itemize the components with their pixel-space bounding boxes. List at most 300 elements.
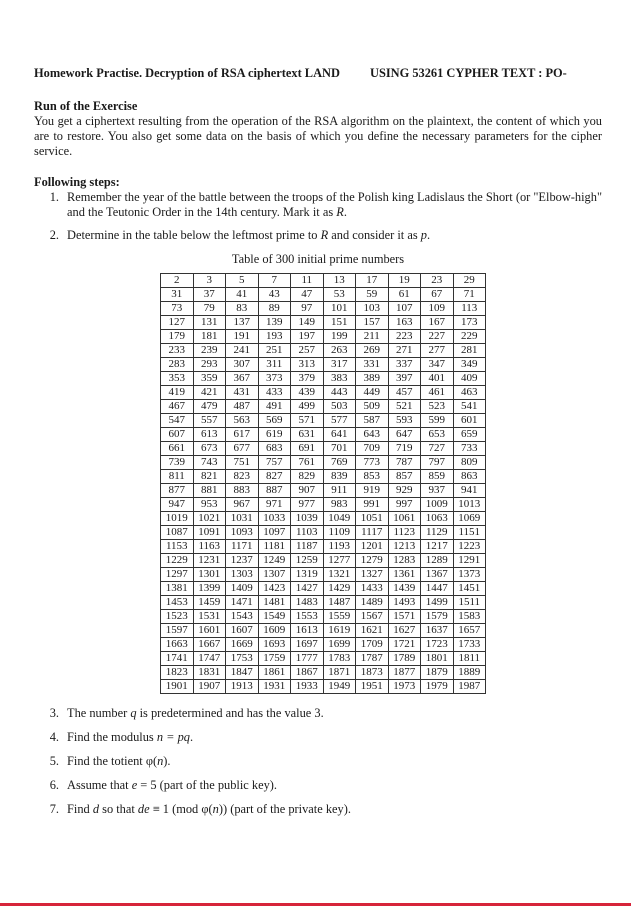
table-cell: 811 bbox=[161, 470, 194, 484]
table-cell: 1669 bbox=[226, 638, 259, 652]
table-cell: 13 bbox=[323, 274, 356, 288]
table-row bbox=[161, 680, 486, 694]
table-cell: 839 bbox=[323, 470, 356, 484]
table-cell: 67 bbox=[421, 288, 454, 302]
table-cell: 1861 bbox=[258, 666, 291, 680]
step-4 bbox=[34, 730, 602, 745]
table-cell: 53 bbox=[323, 288, 356, 302]
table-cell: 1831 bbox=[193, 666, 226, 680]
table-cell: 557 bbox=[193, 414, 226, 428]
table-cell: 1811 bbox=[453, 652, 486, 666]
table-cell: 1523 bbox=[161, 610, 194, 624]
table-cell: 1571 bbox=[388, 610, 421, 624]
table-cell: 1913 bbox=[226, 680, 259, 694]
table-cell: 739 bbox=[161, 456, 194, 470]
table-cell: 593 bbox=[388, 414, 421, 428]
run-paragraph: You get a ciphertext resulting from the operation of the RSA algorithm on the plaintext, the content of which you are to restore. You also get some data on the basis of which you define the necessary parameters for the cipher service. bbox=[34, 114, 602, 158]
table-cell: 31 bbox=[161, 288, 194, 302]
table-cell: 1061 bbox=[388, 512, 421, 526]
step-text: The number q is predetermined and has the value 3. bbox=[67, 706, 324, 720]
table-row bbox=[161, 428, 486, 442]
table-cell: 853 bbox=[356, 470, 389, 484]
table-cell: 311 bbox=[258, 358, 291, 372]
table-cell: 1619 bbox=[323, 624, 356, 638]
table-cell: 823 bbox=[226, 470, 259, 484]
table-cell: 337 bbox=[388, 358, 421, 372]
table-cell: 787 bbox=[388, 456, 421, 470]
table-cell: 167 bbox=[421, 316, 454, 330]
table-cell: 23 bbox=[421, 274, 454, 288]
table-cell: 727 bbox=[421, 442, 454, 456]
step-text: Assume that e = 5 (part of the public key). bbox=[67, 778, 278, 792]
table-cell: 1171 bbox=[226, 540, 259, 554]
table-cell: 1741 bbox=[161, 652, 194, 666]
table-cell: 293 bbox=[193, 358, 226, 372]
table-cell: 97 bbox=[291, 302, 324, 316]
table-cell: 983 bbox=[323, 498, 356, 512]
table-cell: 673 bbox=[193, 442, 226, 456]
step-number: 6. bbox=[49, 778, 59, 792]
table-cell: 11 bbox=[291, 274, 324, 288]
table-cell: 151 bbox=[323, 316, 356, 330]
table-cell: 761 bbox=[291, 456, 324, 470]
step-text: Determine in the table below the leftmost prime to R and consider it as p. bbox=[67, 228, 431, 242]
table-cell: 241 bbox=[226, 344, 259, 358]
table-cell: 17 bbox=[356, 274, 389, 288]
run-heading: Run of the Exercise bbox=[34, 99, 138, 113]
table-cell: 1889 bbox=[453, 666, 486, 680]
table-cell: 653 bbox=[421, 428, 454, 442]
table-cell: 619 bbox=[258, 428, 291, 442]
table-cell: 79 bbox=[193, 302, 226, 316]
table-cell: 607 bbox=[161, 428, 194, 442]
table-cell: 1381 bbox=[161, 582, 194, 596]
table-cell: 43 bbox=[258, 288, 291, 302]
table-cell: 1867 bbox=[291, 666, 324, 680]
table-cell: 967 bbox=[226, 498, 259, 512]
table-cell: 7 bbox=[258, 274, 291, 288]
table-cell: 1721 bbox=[388, 638, 421, 652]
table-cell: 181 bbox=[193, 330, 226, 344]
table-cell: 1231 bbox=[193, 554, 226, 568]
table-cell: 349 bbox=[453, 358, 486, 372]
table-cell: 281 bbox=[453, 344, 486, 358]
table-cell: 1697 bbox=[291, 638, 324, 652]
table-cell: 1021 bbox=[193, 512, 226, 526]
table-cell: 1063 bbox=[421, 512, 454, 526]
table-cell: 367 bbox=[226, 372, 259, 386]
table-cell: 1493 bbox=[388, 596, 421, 610]
table-cell: 599 bbox=[421, 414, 454, 428]
table-cell: 751 bbox=[226, 456, 259, 470]
table-cell: 19 bbox=[388, 274, 421, 288]
table-row bbox=[161, 274, 486, 288]
table-row bbox=[161, 456, 486, 470]
table-cell: 149 bbox=[291, 316, 324, 330]
table-cell: 773 bbox=[356, 456, 389, 470]
table-cell: 1873 bbox=[356, 666, 389, 680]
table-row bbox=[161, 400, 486, 414]
table-cell: 379 bbox=[291, 372, 324, 386]
table-cell: 827 bbox=[258, 470, 291, 484]
table-cell: 353 bbox=[161, 372, 194, 386]
table-cell: 547 bbox=[161, 414, 194, 428]
table-cell: 449 bbox=[356, 386, 389, 400]
table-cell: 1931 bbox=[258, 680, 291, 694]
table-cell: 1453 bbox=[161, 596, 194, 610]
table-cell: 1303 bbox=[226, 568, 259, 582]
table-cell: 233 bbox=[161, 344, 194, 358]
table-row bbox=[161, 316, 486, 330]
bottom-rule bbox=[0, 903, 631, 906]
table-cell: 193 bbox=[258, 330, 291, 344]
table-cell: 829 bbox=[291, 470, 324, 484]
table-row bbox=[161, 414, 486, 428]
table-cell: 1097 bbox=[258, 526, 291, 540]
table-cell: 277 bbox=[421, 344, 454, 358]
table-cell: 1181 bbox=[258, 540, 291, 554]
table-cell: 1013 bbox=[453, 498, 486, 512]
table-cell: 907 bbox=[291, 484, 324, 498]
steps-heading: Following steps: bbox=[34, 175, 120, 189]
table-row bbox=[161, 302, 486, 316]
table-cell: 173 bbox=[453, 316, 486, 330]
table-cell: 1637 bbox=[421, 624, 454, 638]
table-cell: 41 bbox=[226, 288, 259, 302]
table-cell: 563 bbox=[226, 414, 259, 428]
table-cell: 1709 bbox=[356, 638, 389, 652]
table-cell: 101 bbox=[323, 302, 356, 316]
table-cell: 1783 bbox=[323, 652, 356, 666]
table-row bbox=[161, 638, 486, 652]
table-row bbox=[161, 624, 486, 638]
table-cell: 223 bbox=[388, 330, 421, 344]
table-row bbox=[161, 386, 486, 400]
table-cell: 1213 bbox=[388, 540, 421, 554]
table-cell: 1609 bbox=[258, 624, 291, 638]
step-6 bbox=[34, 778, 602, 793]
table-cell: 199 bbox=[323, 330, 356, 344]
step-5 bbox=[34, 754, 602, 769]
table-cell: 977 bbox=[291, 498, 324, 512]
table-cell: 1051 bbox=[356, 512, 389, 526]
table-cell: 229 bbox=[453, 330, 486, 344]
table-cell: 1117 bbox=[356, 526, 389, 540]
table-cell: 1777 bbox=[291, 652, 324, 666]
table-cell: 991 bbox=[356, 498, 389, 512]
table-cell: 941 bbox=[453, 484, 486, 498]
table-cell: 1787 bbox=[356, 652, 389, 666]
table-cell: 1879 bbox=[421, 666, 454, 680]
table-cell: 1759 bbox=[258, 652, 291, 666]
table-cell: 1031 bbox=[226, 512, 259, 526]
table-cell: 1699 bbox=[323, 638, 356, 652]
table-cell: 331 bbox=[356, 358, 389, 372]
table-cell: 71 bbox=[453, 288, 486, 302]
table-cell: 419 bbox=[161, 386, 194, 400]
table-cell: 257 bbox=[291, 344, 324, 358]
table-cell: 431 bbox=[226, 386, 259, 400]
step-text: Find the modulus n = pq. bbox=[67, 730, 194, 744]
table-cell: 601 bbox=[453, 414, 486, 428]
table-cell: 733 bbox=[453, 442, 486, 456]
table-row bbox=[161, 526, 486, 540]
table-cell: 3 bbox=[193, 274, 226, 288]
table-cell: 1229 bbox=[161, 554, 194, 568]
table-cell: 1667 bbox=[193, 638, 226, 652]
table-cell: 1601 bbox=[193, 624, 226, 638]
table-cell: 421 bbox=[193, 386, 226, 400]
table-cell: 383 bbox=[323, 372, 356, 386]
table-cell: 577 bbox=[323, 414, 356, 428]
table-row bbox=[161, 596, 486, 610]
table-cell: 1279 bbox=[356, 554, 389, 568]
table-row bbox=[161, 512, 486, 526]
table-cell: 1427 bbox=[291, 582, 324, 596]
table-row bbox=[161, 442, 486, 456]
table-cell: 701 bbox=[323, 442, 356, 456]
table-cell: 1949 bbox=[323, 680, 356, 694]
table-cell: 239 bbox=[193, 344, 226, 358]
step-number: 4. bbox=[49, 730, 59, 744]
table-cell: 1091 bbox=[193, 526, 226, 540]
step-7 bbox=[34, 802, 602, 817]
table-cell: 1259 bbox=[291, 554, 324, 568]
table-cell: 1193 bbox=[323, 540, 356, 554]
title-left: Homework Practise. Decryption of RSA ciphertext LAND bbox=[34, 66, 340, 80]
step-number: 2. bbox=[49, 228, 59, 242]
table-cell: 1151 bbox=[453, 526, 486, 540]
table-cell: 1087 bbox=[161, 526, 194, 540]
table-cell: 139 bbox=[258, 316, 291, 330]
table-cell: 463 bbox=[453, 386, 486, 400]
table-cell: 127 bbox=[161, 316, 194, 330]
table-cell: 1373 bbox=[453, 568, 486, 582]
table-cell: 1871 bbox=[323, 666, 356, 680]
table-cell: 1951 bbox=[356, 680, 389, 694]
table-cell: 397 bbox=[388, 372, 421, 386]
step-1 bbox=[34, 190, 602, 220]
table-cell: 1249 bbox=[258, 554, 291, 568]
table-cell: 1567 bbox=[356, 610, 389, 624]
table-cell: 1549 bbox=[258, 610, 291, 624]
table-cell: 347 bbox=[421, 358, 454, 372]
table-cell: 1201 bbox=[356, 540, 389, 554]
step-number: 3. bbox=[49, 706, 59, 720]
table-cell: 1543 bbox=[226, 610, 259, 624]
table-cell: 461 bbox=[421, 386, 454, 400]
table-row bbox=[161, 610, 486, 624]
table-cell: 1847 bbox=[226, 666, 259, 680]
table-cell: 401 bbox=[421, 372, 454, 386]
table-cell: 1901 bbox=[161, 680, 194, 694]
table-cell: 5 bbox=[226, 274, 259, 288]
table-cell: 1409 bbox=[226, 582, 259, 596]
table-cell: 859 bbox=[421, 470, 454, 484]
table-cell: 251 bbox=[258, 344, 291, 358]
table-cell: 1627 bbox=[388, 624, 421, 638]
table-cell: 227 bbox=[421, 330, 454, 344]
table-cell: 1823 bbox=[161, 666, 194, 680]
table-cell: 1489 bbox=[356, 596, 389, 610]
table-cell: 887 bbox=[258, 484, 291, 498]
table-cell: 709 bbox=[356, 442, 389, 456]
table-cell: 613 bbox=[193, 428, 226, 442]
step-number: 5. bbox=[49, 754, 59, 768]
table-cell: 313 bbox=[291, 358, 324, 372]
table-cell: 1223 bbox=[453, 540, 486, 554]
table-cell: 1471 bbox=[226, 596, 259, 610]
table-cell: 881 bbox=[193, 484, 226, 498]
table-cell: 1877 bbox=[388, 666, 421, 680]
table-cell: 83 bbox=[226, 302, 259, 316]
table-cell: 1319 bbox=[291, 568, 324, 582]
table-cell: 1607 bbox=[226, 624, 259, 638]
table-cell: 1789 bbox=[388, 652, 421, 666]
table-cell: 757 bbox=[258, 456, 291, 470]
table-cell: 1979 bbox=[421, 680, 454, 694]
table-cell: 2 bbox=[161, 274, 194, 288]
table-cell: 683 bbox=[258, 442, 291, 456]
table-row bbox=[161, 344, 486, 358]
table-cell: 89 bbox=[258, 302, 291, 316]
table-cell: 373 bbox=[258, 372, 291, 386]
table-row bbox=[161, 582, 486, 596]
table-cell: 571 bbox=[291, 414, 324, 428]
table-cell: 1487 bbox=[323, 596, 356, 610]
table-cell: 271 bbox=[388, 344, 421, 358]
table-cell: 1499 bbox=[421, 596, 454, 610]
table-cell: 971 bbox=[258, 498, 291, 512]
table-cell: 1217 bbox=[421, 540, 454, 554]
table-cell: 1019 bbox=[161, 512, 194, 526]
table-cell: 809 bbox=[453, 456, 486, 470]
table-cell: 631 bbox=[291, 428, 324, 442]
table-cell: 1579 bbox=[421, 610, 454, 624]
table-cell: 1187 bbox=[291, 540, 324, 554]
table-cell: 389 bbox=[356, 372, 389, 386]
table-cell: 1511 bbox=[453, 596, 486, 610]
table-cell: 1657 bbox=[453, 624, 486, 638]
table-cell: 433 bbox=[258, 386, 291, 400]
table-cell: 1049 bbox=[323, 512, 356, 526]
table-cell: 47 bbox=[291, 288, 324, 302]
table-cell: 113 bbox=[453, 302, 486, 316]
table-row bbox=[161, 358, 486, 372]
table-cell: 211 bbox=[356, 330, 389, 344]
table-cell: 1583 bbox=[453, 610, 486, 624]
table-cell: 491 bbox=[258, 400, 291, 414]
table-cell: 659 bbox=[453, 428, 486, 442]
table-row bbox=[161, 470, 486, 484]
table-cell: 953 bbox=[193, 498, 226, 512]
step-text: Find d so that de ≡ 1 (mod φ(n)) (part of the private key). bbox=[67, 802, 351, 816]
table-caption: Table of 300 initial prime numbers bbox=[231, 252, 405, 266]
table-cell: 1429 bbox=[323, 582, 356, 596]
step-2 bbox=[34, 228, 602, 243]
table-cell: 677 bbox=[226, 442, 259, 456]
table-cell: 769 bbox=[323, 456, 356, 470]
table-cell: 467 bbox=[161, 400, 194, 414]
table-cell: 1433 bbox=[356, 582, 389, 596]
table-cell: 541 bbox=[453, 400, 486, 414]
table-cell: 587 bbox=[356, 414, 389, 428]
table-cell: 1559 bbox=[323, 610, 356, 624]
table-cell: 1297 bbox=[161, 568, 194, 582]
table-row bbox=[161, 554, 486, 568]
table-cell: 1153 bbox=[161, 540, 194, 554]
table-cell: 719 bbox=[388, 442, 421, 456]
table-cell: 503 bbox=[323, 400, 356, 414]
table-cell: 1483 bbox=[291, 596, 324, 610]
table-cell: 997 bbox=[388, 498, 421, 512]
table-cell: 109 bbox=[421, 302, 454, 316]
table-cell: 179 bbox=[161, 330, 194, 344]
table-cell: 1663 bbox=[161, 638, 194, 652]
table-cell: 1109 bbox=[323, 526, 356, 540]
table-cell: 487 bbox=[226, 400, 259, 414]
table-cell: 1291 bbox=[453, 554, 486, 568]
table-cell: 37 bbox=[193, 288, 226, 302]
table-cell: 443 bbox=[323, 386, 356, 400]
table-cell: 263 bbox=[323, 344, 356, 358]
table-cell: 73 bbox=[161, 302, 194, 316]
table-cell: 569 bbox=[258, 414, 291, 428]
table-row bbox=[161, 330, 486, 344]
table-cell: 1907 bbox=[193, 680, 226, 694]
table-cell: 937 bbox=[421, 484, 454, 498]
step-number: 1. bbox=[49, 190, 59, 204]
table-cell: 1447 bbox=[421, 582, 454, 596]
table-cell: 499 bbox=[291, 400, 324, 414]
table-cell: 521 bbox=[388, 400, 421, 414]
table-cell: 1307 bbox=[258, 568, 291, 582]
table-cell: 691 bbox=[291, 442, 324, 456]
table-cell: 643 bbox=[356, 428, 389, 442]
table-cell: 1439 bbox=[388, 582, 421, 596]
table-cell: 137 bbox=[226, 316, 259, 330]
table-cell: 1033 bbox=[258, 512, 291, 526]
step-text: Find the totient φ(n). bbox=[67, 754, 171, 768]
table-cell: 157 bbox=[356, 316, 389, 330]
table-cell: 1801 bbox=[421, 652, 454, 666]
table-cell: 1423 bbox=[258, 582, 291, 596]
title-right: USING 53261 CYPHER TEXT : PO- bbox=[370, 66, 567, 80]
document-title bbox=[34, 66, 602, 81]
table-cell: 617 bbox=[226, 428, 259, 442]
table-cell: 1621 bbox=[356, 624, 389, 638]
table-cell: 1753 bbox=[226, 652, 259, 666]
table-row bbox=[161, 498, 486, 512]
table-cell: 61 bbox=[388, 288, 421, 302]
table-cell: 1069 bbox=[453, 512, 486, 526]
table-cell: 439 bbox=[291, 386, 324, 400]
table-row bbox=[161, 288, 486, 302]
table-row bbox=[161, 540, 486, 554]
table-cell: 29 bbox=[453, 274, 486, 288]
table-cell: 877 bbox=[161, 484, 194, 498]
table-cell: 1367 bbox=[421, 568, 454, 582]
table-cell: 409 bbox=[453, 372, 486, 386]
table-cell: 457 bbox=[388, 386, 421, 400]
steps-list-bottom bbox=[34, 706, 602, 817]
table-cell: 191 bbox=[226, 330, 259, 344]
table-cell: 661 bbox=[161, 442, 194, 456]
table-cell: 1459 bbox=[193, 596, 226, 610]
steps-list-top bbox=[34, 190, 602, 243]
table-cell: 1987 bbox=[453, 680, 486, 694]
table-cell: 1747 bbox=[193, 652, 226, 666]
